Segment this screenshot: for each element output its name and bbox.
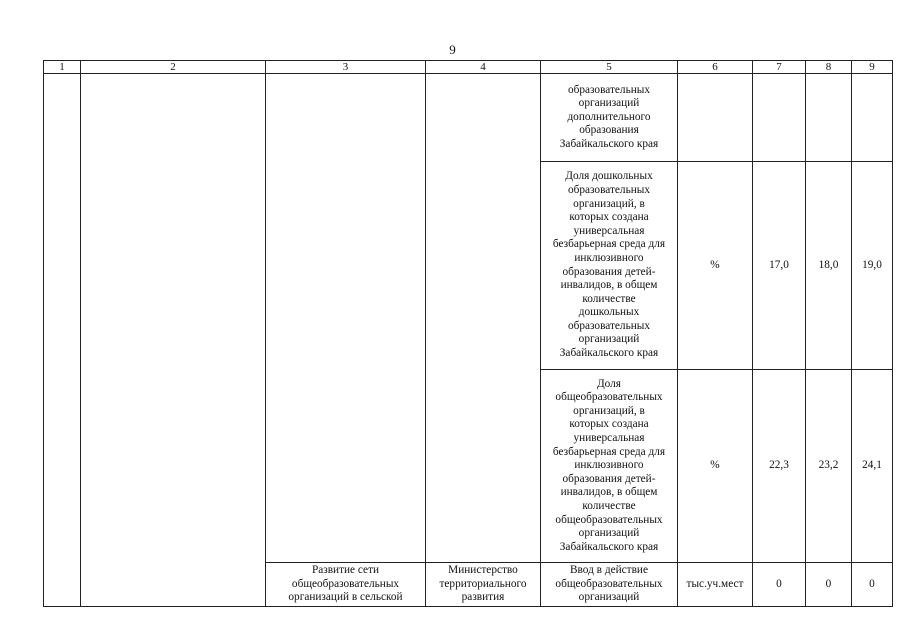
indicator-line: дополнительного	[567, 110, 651, 123]
value-cell: 18,0	[806, 162, 852, 370]
indicator-line: инвалидов, в общем	[560, 279, 658, 292]
col1-cell	[44, 74, 81, 607]
activity-line: организаций в сельской	[288, 591, 403, 604]
column-header: 3	[266, 61, 426, 74]
indicator-line: Доля дошкольных	[565, 170, 653, 183]
indicator-line: общеобразовательных	[555, 391, 663, 404]
indicator-line: Ввод в действие	[570, 564, 648, 577]
activity-line: Развитие сети	[311, 564, 380, 577]
indicator-line: инклюзивного	[574, 251, 644, 264]
indicator-line: организаций	[578, 591, 640, 604]
col2-cell	[81, 74, 266, 607]
column-header: 9	[852, 61, 893, 74]
col4-cell	[426, 74, 541, 563]
indicator-name-cell	[541, 162, 678, 370]
indicator-line: общеобразовательных	[555, 577, 663, 590]
indicator-line: образовательных	[567, 83, 651, 96]
indicator-line: которых создана	[569, 418, 649, 431]
indicator-line: количестве	[582, 499, 636, 512]
activity-line: общеобразовательных	[291, 577, 400, 590]
indicator-line: универсальная	[573, 432, 645, 445]
indicator-line: образовательных	[567, 319, 651, 332]
value-cell: 23,2	[806, 370, 852, 563]
column-header: 6	[678, 61, 753, 74]
indicator-line: Доля	[596, 377, 622, 390]
col3-cell	[266, 74, 426, 563]
indicator-line: организаций	[578, 97, 640, 110]
indicator-line: общеобразовательных	[555, 513, 663, 526]
value-cell	[852, 74, 893, 162]
value-cell: 24,1	[852, 370, 893, 563]
indicator-line: образования детей-	[562, 265, 656, 278]
executor-line: Министерство	[448, 564, 518, 577]
indicator-line: инклюзивного	[574, 459, 644, 472]
indicator-line: безбарьерная среда для	[552, 238, 666, 251]
activity-name-cell	[266, 563, 426, 607]
column-number-row	[44, 61, 893, 74]
indicator-line: дошкольных	[578, 306, 640, 319]
value-cell: 0	[753, 563, 806, 607]
unit-cell: тыс.уч.мест	[678, 563, 753, 607]
value-cell: 0	[852, 563, 893, 607]
value-cell	[753, 74, 806, 162]
indicator-line: организаций, в	[573, 197, 645, 210]
indicator-line: количестве	[582, 292, 636, 305]
column-header: 4	[426, 61, 541, 74]
column-header: 1	[44, 61, 81, 74]
unit-cell: %	[678, 370, 753, 563]
indicator-line: универсальная	[573, 224, 645, 237]
executor-cell	[426, 563, 541, 607]
page-number: 9	[449, 42, 456, 57]
value-cell: 19,0	[852, 162, 893, 370]
value-cell: 0	[806, 563, 852, 607]
indicator-line: организаций	[578, 527, 640, 540]
indicator-line: Забайкальского края	[559, 137, 659, 150]
indicator-line: организаций	[578, 333, 640, 346]
table-row	[44, 74, 893, 162]
column-header: 7	[753, 61, 806, 74]
unit-cell: %	[678, 162, 753, 370]
executor-line: территориального	[439, 577, 527, 590]
indicator-line: организаций, в	[573, 404, 645, 417]
value-cell: 22,3	[753, 370, 806, 563]
column-header: 2	[81, 61, 266, 74]
indicator-line: Забайкальского края	[559, 540, 659, 553]
indicator-name-cell	[541, 563, 678, 607]
indicators-table	[43, 60, 893, 607]
column-header: 5	[541, 61, 678, 74]
indicator-line: которых создана	[569, 211, 649, 224]
indicator-line: образования детей-	[562, 472, 656, 485]
indicator-line: Забайкальского края	[559, 347, 659, 360]
indicator-line: образовательных	[567, 183, 651, 196]
executor-line: развития	[461, 591, 505, 604]
unit-cell	[678, 74, 753, 162]
value-cell: 17,0	[753, 162, 806, 370]
column-header: 8	[806, 61, 852, 74]
indicator-line: безбарьерная среда для	[552, 445, 666, 458]
indicator-name-cell	[541, 74, 678, 162]
value-cell	[806, 74, 852, 162]
indicator-line: образования	[579, 124, 639, 137]
indicator-name-cell	[541, 370, 678, 563]
indicator-line: инвалидов, в общем	[560, 486, 658, 499]
